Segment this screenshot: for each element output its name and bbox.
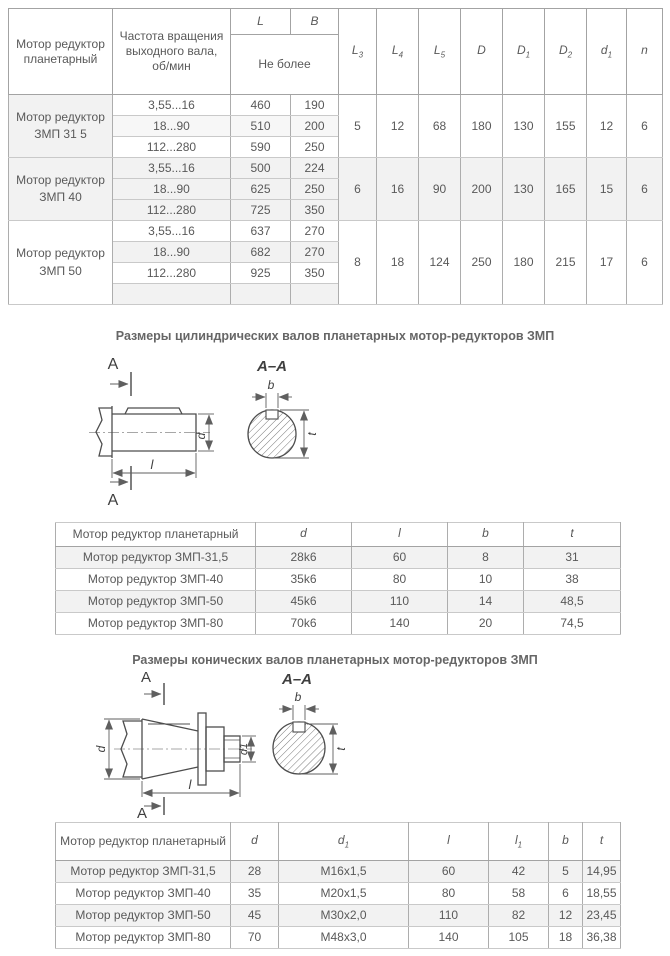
section-label-a-top: A xyxy=(140,669,152,686)
cell-D: 250 xyxy=(461,221,503,305)
cell-t: 36,38 xyxy=(583,927,621,949)
cell-D1: 130 xyxy=(503,95,545,158)
cell-l: 110 xyxy=(352,591,448,613)
col-header-D: D xyxy=(461,9,503,95)
cell-b: 10 xyxy=(448,569,524,591)
cell-motor-name: Мотор редуктор ЗМП 31 5 xyxy=(9,95,113,158)
conical-shaft-table xyxy=(55,822,621,949)
shaft-side-view xyxy=(96,406,196,458)
cell-motor-name: Мотор редуктор ЗМП 40 xyxy=(9,158,113,221)
cell-B: 270 xyxy=(291,242,339,263)
col-header-motor: Мотор редуктор планетарный xyxy=(9,9,113,95)
col-header-l1: $l_1$ xyxy=(489,823,549,861)
table-row xyxy=(56,547,621,569)
cell-n: 6 xyxy=(627,221,663,305)
cylindrical-shaft-figure xyxy=(86,355,670,510)
cell-L: 460 xyxy=(231,95,291,116)
section-label-a-bottom: A xyxy=(136,805,148,819)
cell-l: 80 xyxy=(409,883,489,905)
table-row xyxy=(56,613,621,635)
cell-L xyxy=(231,284,291,305)
section-label-a-top: A xyxy=(107,356,119,373)
cell-L3: 5 xyxy=(339,95,377,158)
cell-l: 140 xyxy=(409,927,489,949)
document-page xyxy=(0,8,670,949)
table-row xyxy=(56,883,621,905)
cell-l1: 82 xyxy=(489,905,549,927)
col-header-b: b xyxy=(448,523,524,547)
cell-name: Мотор редуктор ЗМП-80 xyxy=(56,613,256,635)
cell-freq: 112...280 xyxy=(113,200,231,221)
cell-B: 350 xyxy=(291,263,339,284)
cell-d1: М48х3,0 xyxy=(279,927,409,949)
col-header-L4: $L_4$ xyxy=(377,9,419,95)
cell-d: 28k6 xyxy=(256,547,352,569)
col-header-L3: $L_3$ xyxy=(339,9,377,95)
cell-d: 28 xyxy=(231,861,279,883)
cell-d: 45k6 xyxy=(256,591,352,613)
shaft-break-line xyxy=(96,408,112,456)
cell-d: 45 xyxy=(231,905,279,927)
cell-B: 190 xyxy=(291,95,339,116)
cell-t: 23,45 xyxy=(583,905,621,927)
col-header-d1: $d_1$ xyxy=(279,823,409,861)
cell-L: 682 xyxy=(231,242,291,263)
cell-D2: 165 xyxy=(545,158,587,221)
table-header-row xyxy=(9,9,663,35)
conical-shaft-drawing xyxy=(92,669,350,819)
cell-l1: 42 xyxy=(489,861,549,883)
table-row xyxy=(56,861,621,883)
section-label-a-bottom: A xyxy=(107,492,119,507)
col-header-l: l xyxy=(409,823,489,861)
cell-l: 60 xyxy=(352,547,448,569)
table-header-row xyxy=(56,823,621,861)
col-header-t: t xyxy=(583,823,621,861)
cell-freq: 18...90 xyxy=(113,116,231,137)
cell-L: 510 xyxy=(231,116,291,137)
conical-shaft-figure xyxy=(92,669,670,822)
col-header-d: d xyxy=(231,823,279,861)
cell-l: 60 xyxy=(409,861,489,883)
cell-name: Мотор редуктор ЗМП-50 xyxy=(56,591,256,613)
cell-D: 200 xyxy=(461,158,503,221)
cell-D1: 130 xyxy=(503,158,545,221)
cell-L5: 90 xyxy=(419,158,461,221)
cell-B: 224 xyxy=(291,158,339,179)
cell-n: 6 xyxy=(627,158,663,221)
cell-D1: 180 xyxy=(503,221,545,305)
cell-d: 70k6 xyxy=(256,613,352,635)
cell-motor-name: Мотор редуктор ЗМП 50 xyxy=(9,221,113,305)
label-b: b xyxy=(267,378,275,392)
table-row xyxy=(9,158,663,179)
cell-L: 625 xyxy=(231,179,291,200)
col-header-L5: $L_5$ xyxy=(419,9,461,95)
col-header-not-more: Не более xyxy=(231,35,339,95)
overall-dimensions-table xyxy=(8,8,663,305)
cell-B: 250 xyxy=(291,179,339,200)
col-header-motor: Мотор редуктор планетарный xyxy=(56,823,231,861)
cell-L4: 12 xyxy=(377,95,419,158)
col-header-D2: $D_2$ xyxy=(545,9,587,95)
cell-b: 12 xyxy=(549,905,583,927)
cell-D2: 215 xyxy=(545,221,587,305)
col-header-frequency: Частота вращения выходного вала, об/мин xyxy=(113,9,231,95)
label-b: b xyxy=(294,690,302,704)
cell-l: 110 xyxy=(409,905,489,927)
cell-D2: 155 xyxy=(545,95,587,158)
label-l: l xyxy=(150,457,154,472)
col-header-L: L xyxy=(231,9,291,35)
cell-d1: 12 xyxy=(587,95,627,158)
cell-L3: 6 xyxy=(339,158,377,221)
cell-d: 35k6 xyxy=(256,569,352,591)
col-header-B: B xyxy=(291,9,339,35)
cell-D: 180 xyxy=(461,95,503,158)
col-header-l: l xyxy=(352,523,448,547)
cell-b: 6 xyxy=(549,883,583,905)
cell-t: 14,95 xyxy=(583,861,621,883)
cell-B xyxy=(291,284,339,305)
cell-n: 6 xyxy=(627,95,663,158)
label-t: t xyxy=(334,747,348,751)
shaft-key xyxy=(125,408,182,414)
col-header-motor: Мотор редуктор планетарный xyxy=(56,523,256,547)
cell-name: Мотор редуктор ЗМП-31,5 xyxy=(56,861,231,883)
col-header-n: n xyxy=(627,9,663,95)
cell-freq: 112...280 xyxy=(113,263,231,284)
cell-freq: 3,55...16 xyxy=(113,158,231,179)
cell-L: 637 xyxy=(231,221,291,242)
label-l: l xyxy=(188,777,192,792)
cell-d1: 17 xyxy=(587,221,627,305)
cell-b: 20 xyxy=(448,613,524,635)
cell-d: 35 xyxy=(231,883,279,905)
cell-b: 18 xyxy=(549,927,583,949)
col-header-d: d xyxy=(256,523,352,547)
table-header-row xyxy=(56,523,621,547)
cell-d1: 15 xyxy=(587,158,627,221)
cell-d1: М20х1,5 xyxy=(279,883,409,905)
section-view-title: A–A xyxy=(256,358,288,375)
cell-L: 500 xyxy=(231,158,291,179)
table-row xyxy=(56,905,621,927)
cell-L4: 16 xyxy=(377,158,419,221)
dimension-lines xyxy=(110,372,214,490)
col-header-d1: $d_1$ xyxy=(587,9,627,95)
cell-d1: М16х1,5 xyxy=(279,861,409,883)
cell-name: Мотор редуктор ЗМП-40 xyxy=(56,883,231,905)
keyway-slot xyxy=(293,722,305,732)
cell-L: 925 xyxy=(231,263,291,284)
cell-b: 5 xyxy=(549,861,583,883)
cell-name: Мотор редуктор ЗМП-80 xyxy=(56,927,231,949)
label-d: d xyxy=(194,432,208,440)
cell-b: 14 xyxy=(448,591,524,613)
cell-L4: 18 xyxy=(377,221,419,305)
cell-freq: 18...90 xyxy=(113,242,231,263)
section-view-a-a xyxy=(273,705,338,774)
col-header-D1: $D_1$ xyxy=(503,9,545,95)
label-t: t xyxy=(305,432,319,436)
cell-freq: 112...280 xyxy=(113,137,231,158)
cell-L5: 68 xyxy=(419,95,461,158)
cone-top-line xyxy=(142,719,198,731)
cell-freq: 3,55...16 xyxy=(113,221,231,242)
cell-t: 74,5 xyxy=(524,613,621,635)
cell-name: Мотор редуктор ЗМП-50 xyxy=(56,905,231,927)
table-row xyxy=(56,591,621,613)
cell-L: 725 xyxy=(231,200,291,221)
section-view-a-a xyxy=(248,393,309,458)
cell-L: 590 xyxy=(231,137,291,158)
label-d1: d1 xyxy=(238,742,250,756)
cell-B: 250 xyxy=(291,137,339,158)
cell-freq: 3,55...16 xyxy=(113,95,231,116)
cell-B: 200 xyxy=(291,116,339,137)
cell-l: 140 xyxy=(352,613,448,635)
cylindrical-shaft-drawing xyxy=(86,355,321,507)
table-row xyxy=(56,927,621,949)
cell-freq: 18...90 xyxy=(113,179,231,200)
cell-d: 70 xyxy=(231,927,279,949)
label-d: d xyxy=(94,745,108,753)
keyway-slot xyxy=(266,410,278,419)
cell-l1: 105 xyxy=(489,927,549,949)
cylindrical-section-heading: Размеры цилиндрических валов планетарных мотор-редукторов ЗМП xyxy=(115,329,555,343)
table-row xyxy=(9,95,663,116)
cell-t: 31 xyxy=(524,547,621,569)
cell-t: 48,5 xyxy=(524,591,621,613)
cell-l1: 58 xyxy=(489,883,549,905)
cell-L3: 8 xyxy=(339,221,377,305)
cell-freq xyxy=(113,284,231,305)
cell-L5: 124 xyxy=(419,221,461,305)
cell-B: 270 xyxy=(291,221,339,242)
cylindrical-shaft-table xyxy=(55,522,621,635)
table-row xyxy=(56,569,621,591)
cell-B: 350 xyxy=(291,200,339,221)
section-view-title: A–A xyxy=(281,671,313,688)
cell-t: 38 xyxy=(524,569,621,591)
cell-name: Мотор редуктор ЗМП-31,5 xyxy=(56,547,256,569)
cell-name: Мотор редуктор ЗМП-40 xyxy=(56,569,256,591)
col-header-t: t xyxy=(524,523,621,547)
cell-t: 18,55 xyxy=(583,883,621,905)
cell-d1: М30х2,0 xyxy=(279,905,409,927)
table-row xyxy=(9,221,663,242)
cell-b: 8 xyxy=(448,547,524,569)
cell-l: 80 xyxy=(352,569,448,591)
col-header-b: b xyxy=(549,823,583,861)
conical-section-heading: Размеры конических валов планетарных мотор-редукторов ЗМП xyxy=(132,653,538,667)
